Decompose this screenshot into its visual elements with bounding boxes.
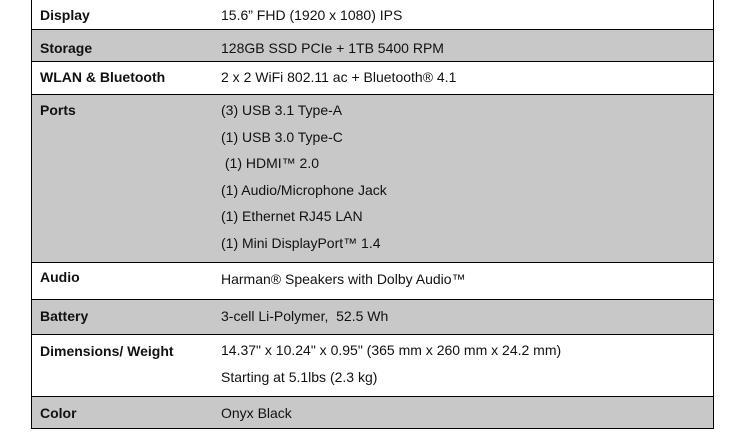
spec-label: Display — [40, 7, 90, 23]
spec-value: (1) Mini DisplayPort™ 1.4 — [221, 234, 381, 251]
spec-value: 14.37" x 10.24" x 0.95" (365 mm x 260 mm x 24.2 mm) — [221, 342, 562, 358]
spec-value: (1) Audio/Microphone Jack — [221, 181, 387, 198]
spec-value: 128GB SSD PCIe + 1TB 5400 RPM — [221, 40, 444, 56]
spec-label: WLAN & Bluetooth — [40, 69, 166, 85]
spec-label-cell — [32, 397, 217, 429]
spec-value-cell — [216, 30, 714, 62]
spec-label-cell — [32, 263, 217, 300]
spec-label-cell — [32, 62, 217, 95]
spec-value-cell — [216, 263, 714, 300]
spec-value-cell — [216, 335, 714, 397]
spec-value: Starting at 5.1lbs (2.3 kg) — [221, 369, 378, 385]
spec-label-cell — [32, 95, 217, 263]
spec-row-audio — [32, 263, 714, 300]
spec-value-cell — [216, 62, 714, 95]
spec-row-ports — [32, 95, 714, 263]
spec-value: Harman® Speakers with Dolby Audio™ — [221, 271, 466, 287]
spec-label: Dimensions/ Weight — [40, 343, 174, 359]
spec-value-cell — [216, 0, 714, 30]
spec-table — [31, 0, 714, 429]
spec-label: Ports — [40, 102, 76, 118]
spec-value: (3) USB 3.1 Type-A — [221, 102, 343, 118]
spec-label-cell — [32, 30, 217, 62]
spec-value: 3-cell Li-Polymer, 52.5 Wh — [221, 308, 389, 324]
spec-row-wlan-bluetooth — [32, 62, 714, 95]
spec-row-dimensions-weight — [32, 335, 714, 397]
spec-value-cell — [216, 397, 714, 429]
spec-label: Battery — [40, 308, 89, 324]
spec-value: Onyx Black — [221, 405, 292, 421]
spec-value-cell — [216, 95, 714, 263]
spec-row-battery — [32, 300, 714, 335]
spec-label-cell — [32, 0, 217, 30]
spec-row-color — [32, 397, 714, 429]
spec-value: (1) Ethernet RJ45 LAN — [221, 208, 363, 225]
spec-label: Color — [40, 405, 77, 421]
spec-value: 2 x 2 WiFi 802.11 ac + Bluetooth® 4.1 — [221, 69, 457, 85]
spec-label: Storage — [40, 40, 93, 56]
spec-value-cell — [216, 300, 714, 335]
spec-row-storage — [32, 30, 714, 62]
spec-row-display — [32, 0, 714, 30]
spec-value: (1) HDMI™ 2.0 — [221, 155, 320, 172]
spec-value: (1) USB 3.0 Type-C — [221, 128, 343, 145]
spec-value: 15.6” FHD (1920 x 1080) IPS — [221, 7, 403, 23]
spec-label-cell — [32, 300, 217, 335]
spec-label: Audio — [40, 269, 80, 285]
spec-label-cell — [32, 335, 217, 397]
